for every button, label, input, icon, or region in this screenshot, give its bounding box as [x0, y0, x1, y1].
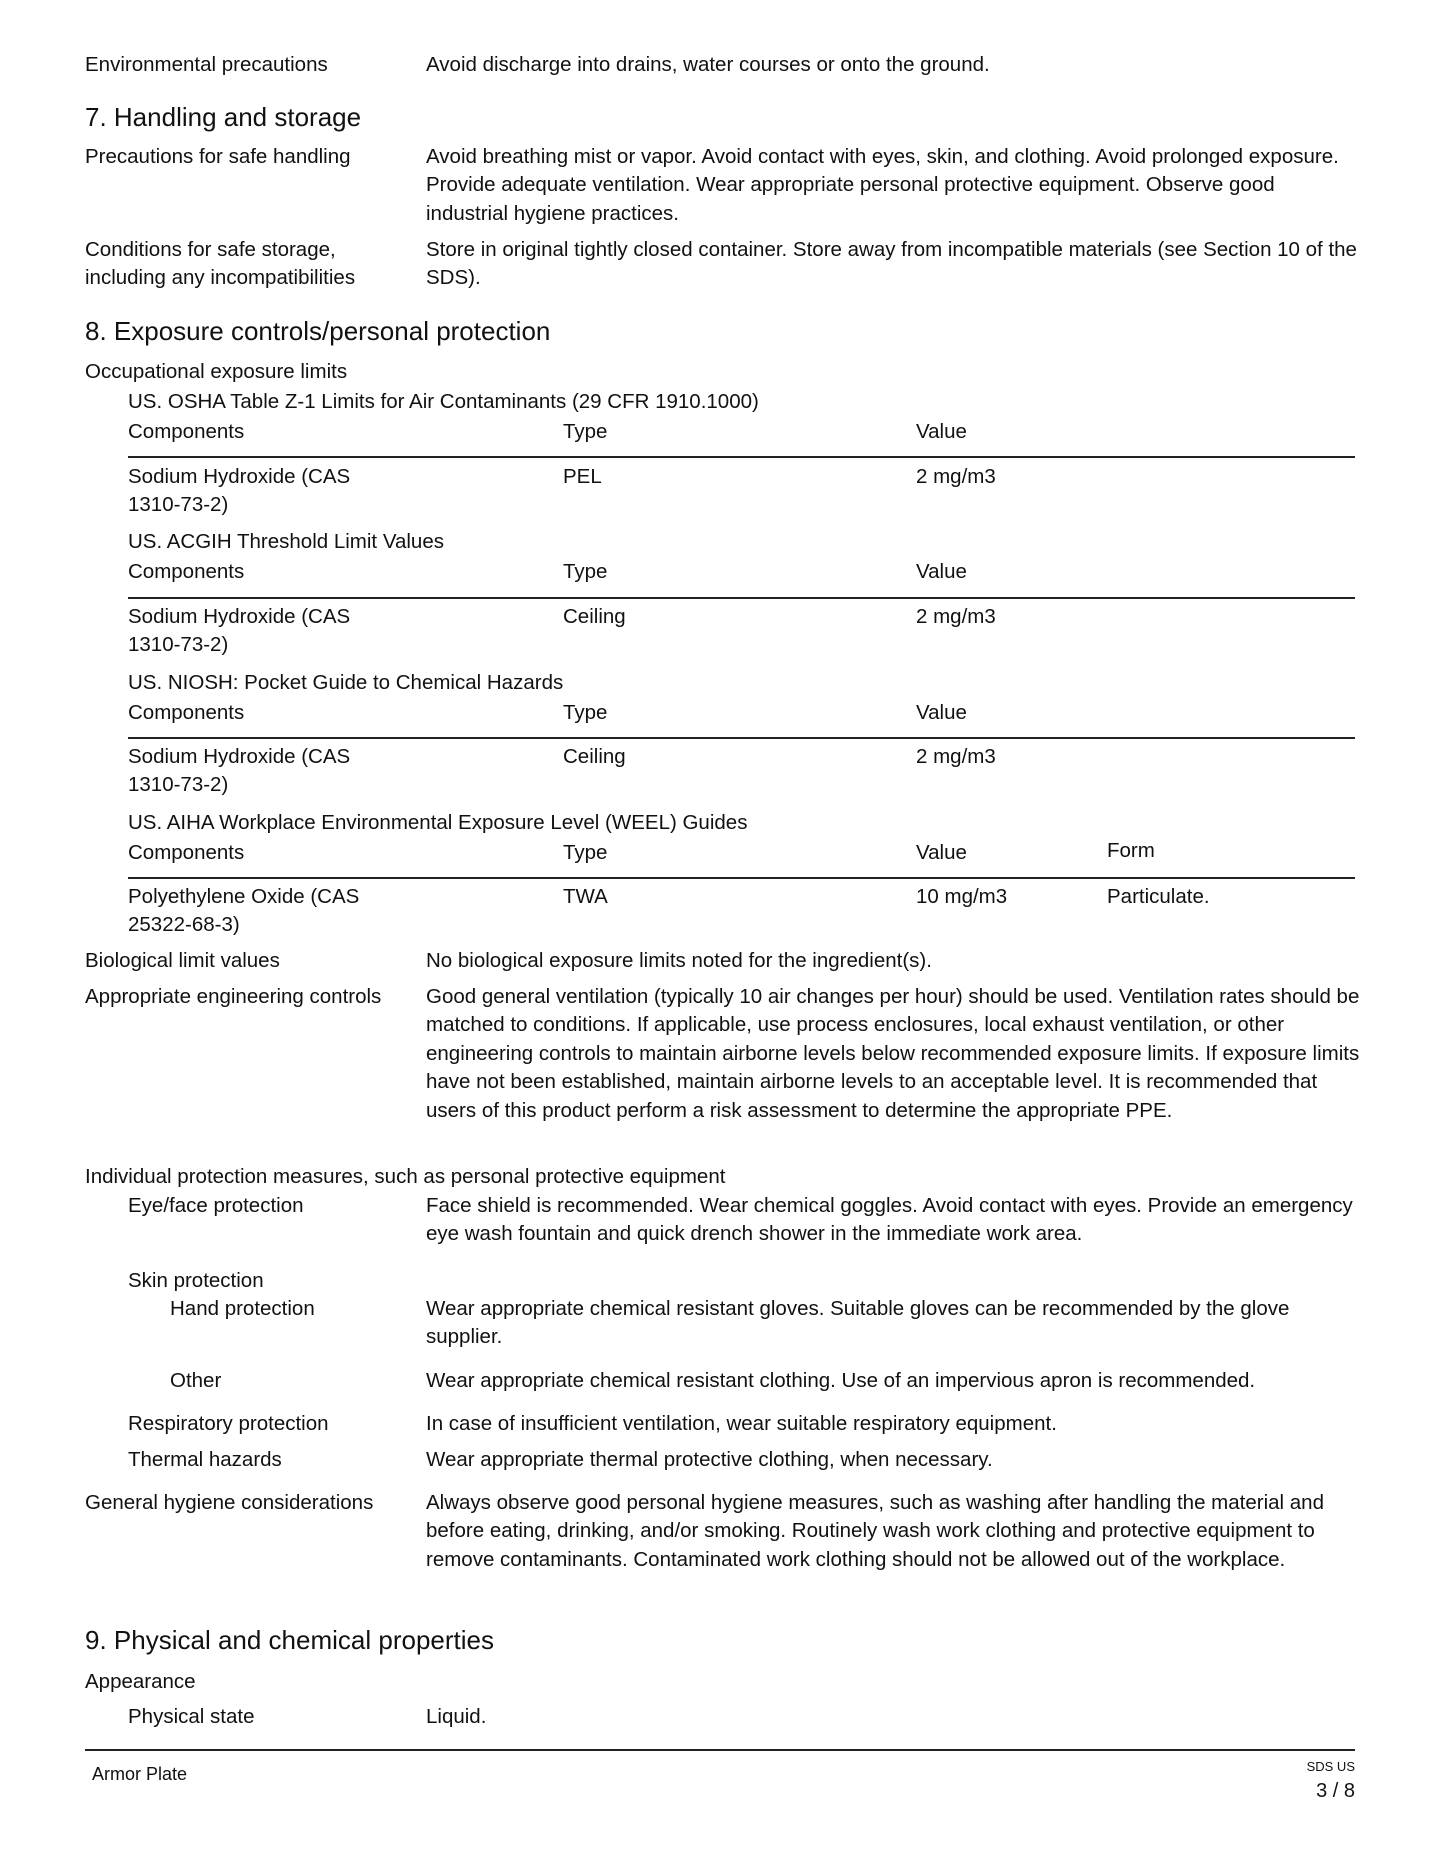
physical-state-value: Liquid.: [426, 1705, 487, 1728]
table-header-form: Form: [1107, 839, 1155, 862]
table-header-components: Components: [128, 420, 245, 443]
table-row-type: Ceiling: [563, 605, 626, 628]
engineering-label: Appropriate engineering controls: [85, 985, 382, 1008]
respiratory-protection-value: In case of insufficient ventilation, wear suitable respiratory equipment.: [426, 1412, 1057, 1435]
eye-protection-value: Face shield is recommended. Wear chemical goggles. Avoid contact with eyes. Provide an emergency eye wash fountain and quick drench shower in the immediate work area.: [426, 1194, 1353, 1246]
table-header-components: Components: [128, 841, 245, 864]
table-row-type: Ceiling: [563, 745, 626, 768]
table-row-component-cas: 1310-73-2): [128, 493, 229, 516]
eye-protection-label: Eye/face protection: [128, 1194, 304, 1217]
safe-handling-value: Avoid breathing mist or vapor. Avoid contact with eyes, skin, and clothing. Avoid prolonged exposure. Provide adequate ventilation. Wear appropriate personal protective equipment. Observe good industrial hygiene practices.: [426, 145, 1339, 225]
table-header-type: Type: [563, 420, 608, 443]
table-title-niosh: US. NIOSH: Pocket Guide to Chemical Hazards: [128, 671, 564, 694]
table-row-component: Sodium Hydroxide (CAS: [128, 605, 351, 628]
table-row-value: 2 mg/m3: [916, 465, 996, 488]
respiratory-protection-label: Respiratory protection: [128, 1412, 329, 1435]
table-header-value: Value: [916, 560, 967, 583]
table-row-component-cas: 1310-73-2): [128, 773, 229, 796]
appearance-label: Appearance: [85, 1670, 196, 1693]
footer-page-number: 3 / 8: [1316, 1780, 1355, 1802]
table-row-type: PEL: [563, 465, 602, 488]
table-row-value: 10 mg/m3: [916, 885, 1008, 908]
table-header-value: Value: [916, 420, 967, 443]
table-header-rule: [128, 456, 1355, 458]
footer-rule: [85, 1749, 1355, 1751]
section-7-heading: 7. Handling and storage: [85, 102, 362, 132]
table-row-value: 2 mg/m3: [916, 605, 996, 628]
table-title-acgih: US. ACGIH Threshold Limit Values: [128, 530, 444, 553]
safe-storage-label-1: Conditions for safe storage,: [85, 238, 336, 261]
table-row-component-cas: 1310-73-2): [128, 633, 229, 656]
env-precautions-label: Environmental precautions: [85, 53, 328, 76]
other-protection-label: Other: [170, 1369, 222, 1392]
safe-storage-label-2: including any incompatibilities: [85, 266, 356, 289]
table-row-component-cas: 25322-68-3): [128, 913, 240, 936]
hygiene-value: Always observe good personal hygiene measures, such as washing after handling the material and before eating, drinking, and/or smoking. Routinely wash work clothing and protective equipment to remove contaminants. Contaminated work clothing should not be allowed out of the workplace.: [426, 1491, 1324, 1571]
footer-doc-type: SDS US: [1306, 1759, 1355, 1774]
section-8-heading: 8. Exposure controls/personal protection: [85, 316, 551, 346]
env-precautions-value: Avoid discharge into drains, water courses or onto the ground.: [426, 53, 990, 76]
safe-storage-value: Store in original tightly closed container. Store away from incompatible materials (see Section 10 of the SDS).: [426, 238, 1357, 290]
table-title-aiha: US. AIHA Workplace Environmental Exposure Level (WEEL) Guides: [128, 811, 748, 834]
table-title-osha: US. OSHA Table Z-1 Limits for Air Contaminants (29 CFR 1910.1000): [128, 390, 759, 413]
table-header-rule: [128, 737, 1355, 739]
table-row-component: Sodium Hydroxide (CAS: [128, 465, 351, 488]
table-header-type: Type: [563, 841, 608, 864]
ppe-label: Individual protection measures, such as personal protective equipment: [85, 1165, 726, 1188]
table-header-rule: [128, 877, 1355, 879]
table-header-type: Type: [563, 560, 608, 583]
table-header-rule: [128, 597, 1355, 599]
skin-protection-label: Skin protection: [128, 1269, 264, 1292]
oel-label: Occupational exposure limits: [85, 360, 348, 383]
physical-state-label: Physical state: [128, 1705, 255, 1728]
table-row-form: Particulate.: [1107, 885, 1210, 908]
table-header-value: Value: [916, 701, 967, 724]
table-row-value: 2 mg/m3: [916, 745, 996, 768]
other-protection-value: Wear appropriate chemical resistant clothing. Use of an impervious apron is recommended.: [426, 1369, 1256, 1392]
table-row-component: Sodium Hydroxide (CAS: [128, 745, 351, 768]
hand-protection-label: Hand protection: [170, 1297, 315, 1320]
engineering-value: Good general ventilation (typically 10 air changes per hour) should be used. Ventilation rates should be matched to conditions. If applicable, use process enclosures, local exhaust ventilation, or other engineering controls to maintain airborne levels below recommended exposure limits. If exposure limits have not been established, maintain airborne levels to an acceptable level. It is recommended that users of this product perform a risk assessment to determine the appropriate PPE.: [426, 985, 1360, 1122]
section-9-heading: 9. Physical and chemical properties: [85, 1625, 494, 1655]
safe-handling-label: Precautions for safe handling: [85, 145, 351, 168]
table-header-value: Value: [916, 841, 967, 864]
thermal-hazards-value: Wear appropriate thermal protective clothing, when necessary.: [426, 1448, 993, 1471]
hand-protection-value: Wear appropriate chemical resistant gloves. Suitable gloves can be recommended by the glove supplier.: [426, 1297, 1290, 1349]
biological-label: Biological limit values: [85, 949, 280, 972]
hygiene-label: General hygiene considerations: [85, 1491, 374, 1514]
table-header-type: Type: [563, 701, 608, 724]
table-row-type: TWA: [563, 885, 608, 908]
thermal-hazards-label: Thermal hazards: [128, 1448, 282, 1471]
biological-value: No biological exposure limits noted for the ingredient(s).: [426, 949, 932, 972]
table-row-component: Polyethylene Oxide (CAS: [128, 885, 360, 908]
table-header-components: Components: [128, 560, 245, 583]
footer-product-name: Armor Plate: [92, 1764, 188, 1784]
table-header-components: Components: [128, 701, 245, 724]
